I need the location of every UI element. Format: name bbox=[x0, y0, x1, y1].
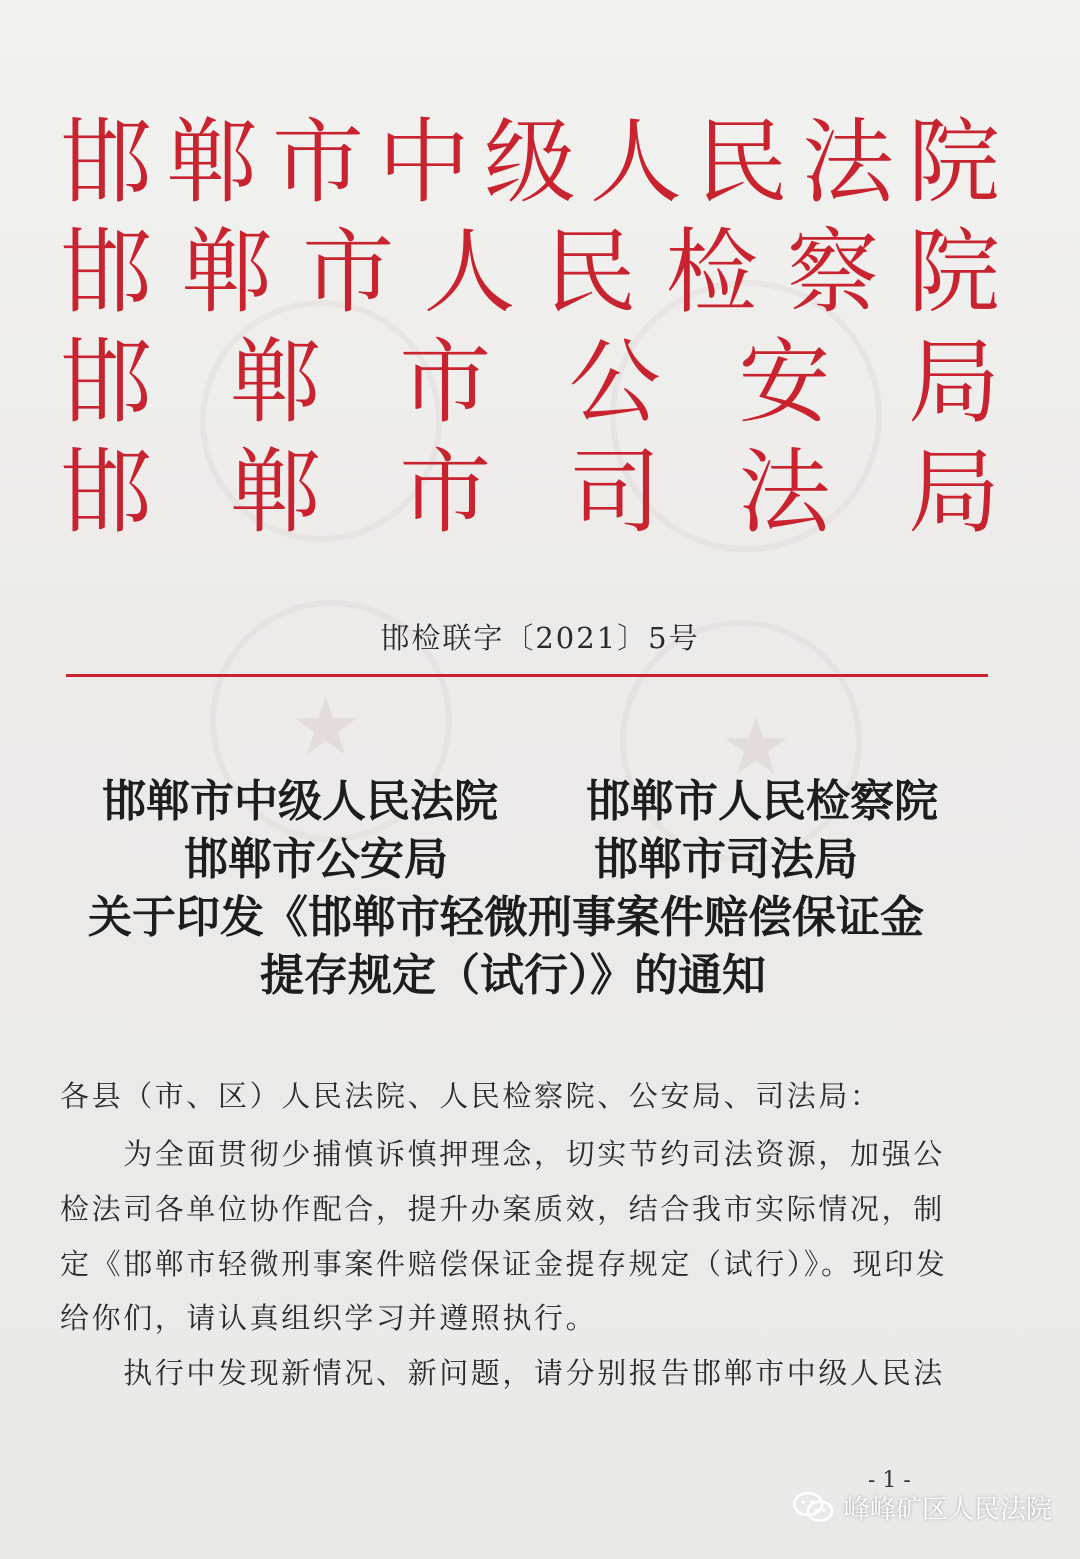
red-divider bbox=[66, 674, 988, 677]
paragraph-line: 执行中发现新情况、新问题，请分别报告邯郸市中级人民法 bbox=[60, 1356, 945, 1390]
source-watermark bbox=[792, 1487, 1052, 1527]
paragraph-line: 给你们，请认真组织学习并遵照执行。 bbox=[60, 1301, 598, 1335]
paragraph-line: 为全面贯彻少捕慎诉慎押理念，切实节约司法资源，加强公 bbox=[60, 1137, 945, 1171]
title-org-procuratorate: 邯郸市人民检察院 bbox=[586, 776, 938, 827]
title-line-4: 提存规定（试行）》的通知 bbox=[260, 950, 766, 1001]
paragraph-line: 定《邯郸市轻微刑事案件赔偿保证金提存规定（试行）》。现印发 bbox=[60, 1247, 948, 1281]
paragraph-line: 检法司各单位协作配合，提升办案质效，结合我市实际情况，制 bbox=[60, 1192, 945, 1226]
title-line-3: 关于印发《邯郸市轻微刑事案件赔偿保证金 bbox=[88, 892, 924, 943]
wechat-icon bbox=[792, 1490, 834, 1524]
salutation: 各县（市、区）人民法院、人民检察院、公安局、司法局： bbox=[60, 1079, 882, 1113]
header-org-justice: 邯 郸 市 司 法 局 bbox=[60, 439, 1000, 546]
header-org-procuratorate: 邯 郸 市 人 民 检 察 院 bbox=[60, 219, 1000, 326]
title-org-court: 邯郸市中级人民法院 bbox=[102, 776, 498, 827]
page-number: - 1 - bbox=[868, 1468, 911, 1493]
watermark-text: 峰峰矿区人民法院 bbox=[844, 1494, 1053, 1525]
document-number: 邯检联字〔2021〕5号 bbox=[380, 621, 700, 655]
header-org-court: 邯 郸 市 中 级 人 民 法 院 bbox=[60, 109, 1000, 216]
title-org-public-security: 邯郸市公安局 bbox=[184, 834, 448, 885]
title-org-justice: 邯郸市司法局 bbox=[594, 834, 858, 885]
seal-star-icon: ★ bbox=[290, 680, 362, 773]
header-org-public-security: 邯 郸 市 公 安 局 bbox=[60, 329, 1000, 436]
seal-star-icon: ★ bbox=[720, 700, 792, 793]
